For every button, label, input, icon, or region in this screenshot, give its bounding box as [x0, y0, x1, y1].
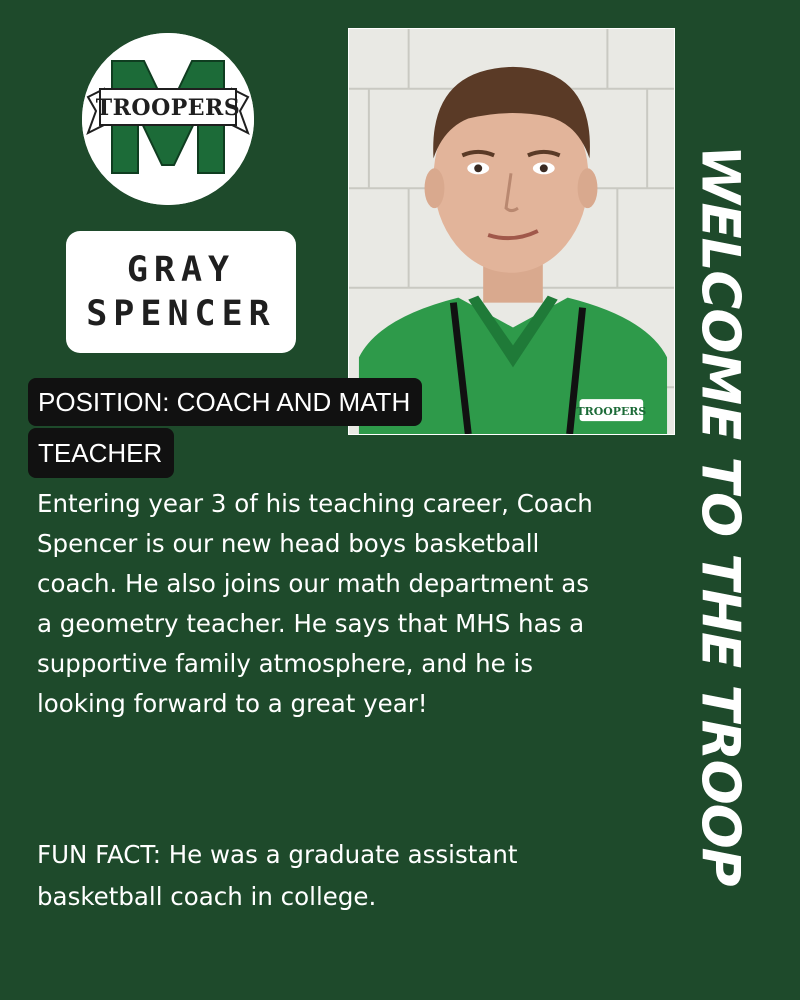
name-card	[66, 231, 296, 353]
bio-line: looking forward to a great year!	[37, 689, 428, 718]
bio-line: Entering year 3 of his teaching career, Coach	[37, 489, 593, 518]
bio-line: supportive family atmosphere, and he is	[37, 649, 534, 678]
welcome-banner	[680, 110, 760, 920]
vest-logo-text: TROOPERS	[576, 405, 647, 419]
fun-fact-line: basketball coach in college.	[37, 882, 377, 911]
troopers-logo-graphic	[82, 33, 254, 205]
bio-line: Spencer is our new head boys basketball	[37, 529, 540, 558]
troopers-logo	[82, 33, 254, 205]
last-name: SPENCER	[86, 294, 276, 334]
bio-paragraph	[37, 484, 697, 724]
first-name: GRAY	[126, 250, 236, 290]
coach-photo-illustration	[349, 29, 674, 434]
bio-line: a geometry teacher. He says that MHS has a	[37, 609, 585, 638]
fun-fact-paragraph	[37, 834, 657, 918]
coach-photo	[348, 28, 675, 435]
position-label-line-1: POSITION: COACH AND MATH	[28, 378, 422, 426]
bio-line: coach. He also joins our math department as	[37, 569, 590, 598]
welcome-banner-text: WELCOME TO THE TROOP	[689, 144, 751, 886]
logo-text: TROOPERS	[95, 95, 241, 121]
fun-fact-line: FUN FACT: He was a graduate assistant	[37, 840, 518, 869]
position-label-line-2: TEACHER	[28, 428, 174, 478]
